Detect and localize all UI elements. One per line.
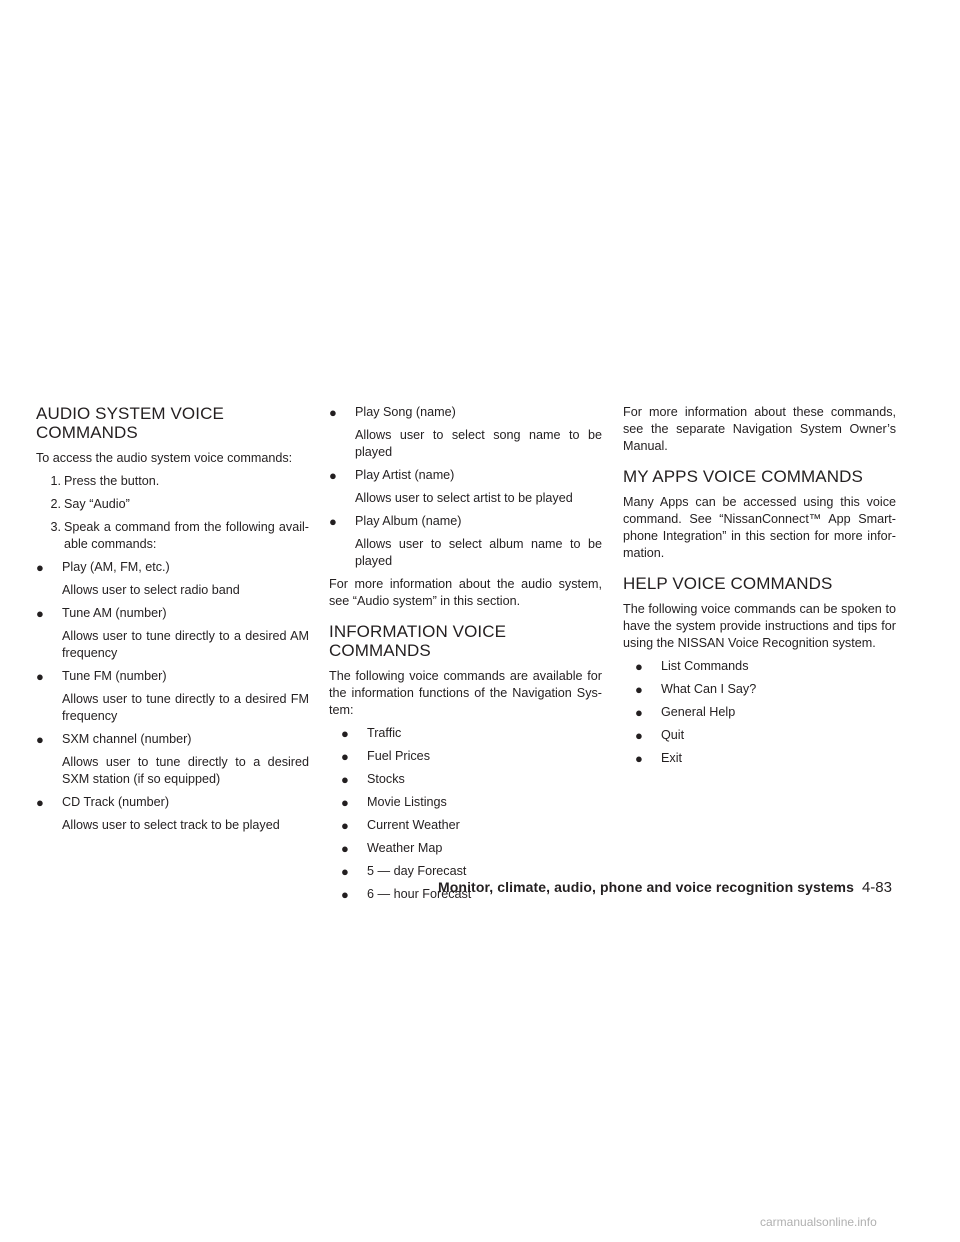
bullet-icon: ● [36, 606, 44, 621]
command-item [36, 668, 309, 685]
page-footer [422, 879, 892, 896]
list-item [329, 863, 602, 880]
list-item-label: List Commands [661, 659, 749, 673]
my-apps-text: Many Apps can be accessed using this voice command. See “NissanConnect™ App Smart-phone Integration” in this section for more infor-mation. [623, 495, 896, 560]
list-item-label: 5 — day Forecast [367, 864, 467, 878]
list-item-label: Quit [661, 728, 685, 742]
bullet-icon: ● [635, 682, 643, 697]
bullet-icon: ● [341, 772, 349, 787]
list-item-label: What Can I Say? [661, 682, 757, 696]
step-number: 1. [50, 474, 61, 488]
list-item-label: Traffic [367, 726, 402, 740]
information-intro-text: The following voice commands are available for the information functions of the Navigation Sys-tem: [329, 669, 602, 717]
command-name: Play (AM, FM, etc.) [62, 560, 170, 574]
command-item [36, 559, 309, 576]
command-item [329, 404, 602, 421]
list-item [623, 681, 896, 698]
list-item [329, 840, 602, 857]
command-description: Allows user to select radio band [62, 583, 240, 597]
command-description: Allows user to tune directly to a desired FM frequency [62, 692, 309, 723]
command-item [329, 513, 602, 530]
list-item [623, 704, 896, 721]
list-item [329, 817, 602, 834]
step-text: Speak a command from the following avail-able commands: [64, 520, 309, 551]
bullet-icon: ● [341, 864, 349, 879]
list-item-label: 6 — hour Forecast [367, 887, 472, 901]
help-intro-text: The following voice commands can be spoken to have the system provide instructions and tips for using the NISSAN Voice Recognition system. [623, 602, 896, 650]
command-name: Play Album (name) [355, 514, 462, 528]
column-right [623, 404, 896, 773]
list-item-label: Exit [661, 751, 682, 765]
bullet-icon: ● [36, 560, 44, 575]
list-item-label: Weather Map [367, 841, 443, 855]
bullet-icon: ● [635, 751, 643, 766]
command-item [36, 731, 309, 748]
bullet-icon: ● [635, 659, 643, 674]
bullet-icon: ● [341, 841, 349, 856]
command-item [329, 467, 602, 484]
audio-more-info-text: For more information about the audio system, see “Audio system” in this section. [329, 577, 602, 608]
command-name: SXM channel (number) [62, 732, 192, 746]
step-number: 3. [50, 520, 61, 534]
list-item [623, 727, 896, 744]
step-item [36, 519, 309, 553]
bullet-icon: ● [341, 749, 349, 764]
column-left [36, 404, 309, 840]
command-description: Allows user to tune directly to a desired SXM station (if so equipped) [62, 755, 309, 786]
step-item [36, 473, 309, 490]
command-name: Play Song (name) [355, 405, 456, 419]
command-name: Play Artist (name) [355, 468, 455, 482]
command-description: Allows user to select song name to be played [355, 428, 602, 459]
step-item [36, 496, 309, 513]
command-description: Allows user to select artist to be played [355, 491, 573, 505]
bullet-icon: ● [36, 795, 44, 810]
list-item-label: General Help [661, 705, 736, 719]
information-voice-commands-heading: INFORMATION VOICE COMMANDS [329, 622, 507, 660]
list-item [329, 771, 602, 788]
commands-more-info-text: For more information about these commands, see the separate Navigation System Owner’s Manual. [623, 405, 896, 453]
bullet-icon: ● [635, 705, 643, 720]
bullet-icon: ● [341, 726, 349, 741]
list-item [623, 750, 896, 767]
bullet-icon: ● [329, 468, 337, 483]
bullet-icon: ● [329, 405, 337, 420]
list-item-label: Stocks [367, 772, 405, 786]
command-name: Tune FM (number) [62, 669, 167, 683]
command-description: Allows user to select track to be played [62, 818, 280, 832]
column-middle [329, 404, 602, 909]
bullet-icon: ● [329, 514, 337, 529]
section-title: Monitor, climate, audio, phone and voice recognition systems [438, 879, 854, 895]
bullet-icon: ● [36, 669, 44, 684]
step-number: 2. [50, 497, 61, 511]
step-text: Say “Audio” [64, 497, 130, 511]
list-item [329, 794, 602, 811]
command-description: Allows user to select album name to be played [355, 537, 602, 568]
command-item [36, 794, 309, 811]
bullet-icon: ● [341, 818, 349, 833]
command-name: CD Track (number) [62, 795, 170, 809]
bullet-icon: ● [635, 728, 643, 743]
list-item [623, 658, 896, 675]
bullet-icon: ● [341, 795, 349, 810]
page-number: 4-83 [861, 879, 892, 896]
list-item-label: Fuel Prices [367, 749, 430, 763]
step-text: Press the button. [64, 474, 160, 488]
bullet-icon: ● [341, 887, 349, 902]
audio-voice-commands-heading: AUDIO SYSTEM VOICE COMMANDS [36, 404, 224, 442]
bullet-icon: ● [36, 732, 44, 747]
my-apps-voice-commands-heading: MY APPS VOICE COMMANDS [623, 467, 863, 486]
list-item-label: Movie Listings [367, 795, 447, 809]
list-item [329, 725, 602, 742]
list-item-label: Current Weather [367, 818, 460, 832]
command-item [36, 605, 309, 622]
command-name: Tune AM (number) [62, 606, 167, 620]
help-voice-commands-heading: HELP VOICE COMMANDS [623, 574, 833, 593]
command-description: Allows user to tune directly to a desired AM frequency [62, 629, 309, 660]
audio-intro-text: To access the audio system voice commands: [36, 451, 293, 465]
list-item [329, 748, 602, 765]
watermark: carmanualsonline.info [760, 1215, 877, 1229]
